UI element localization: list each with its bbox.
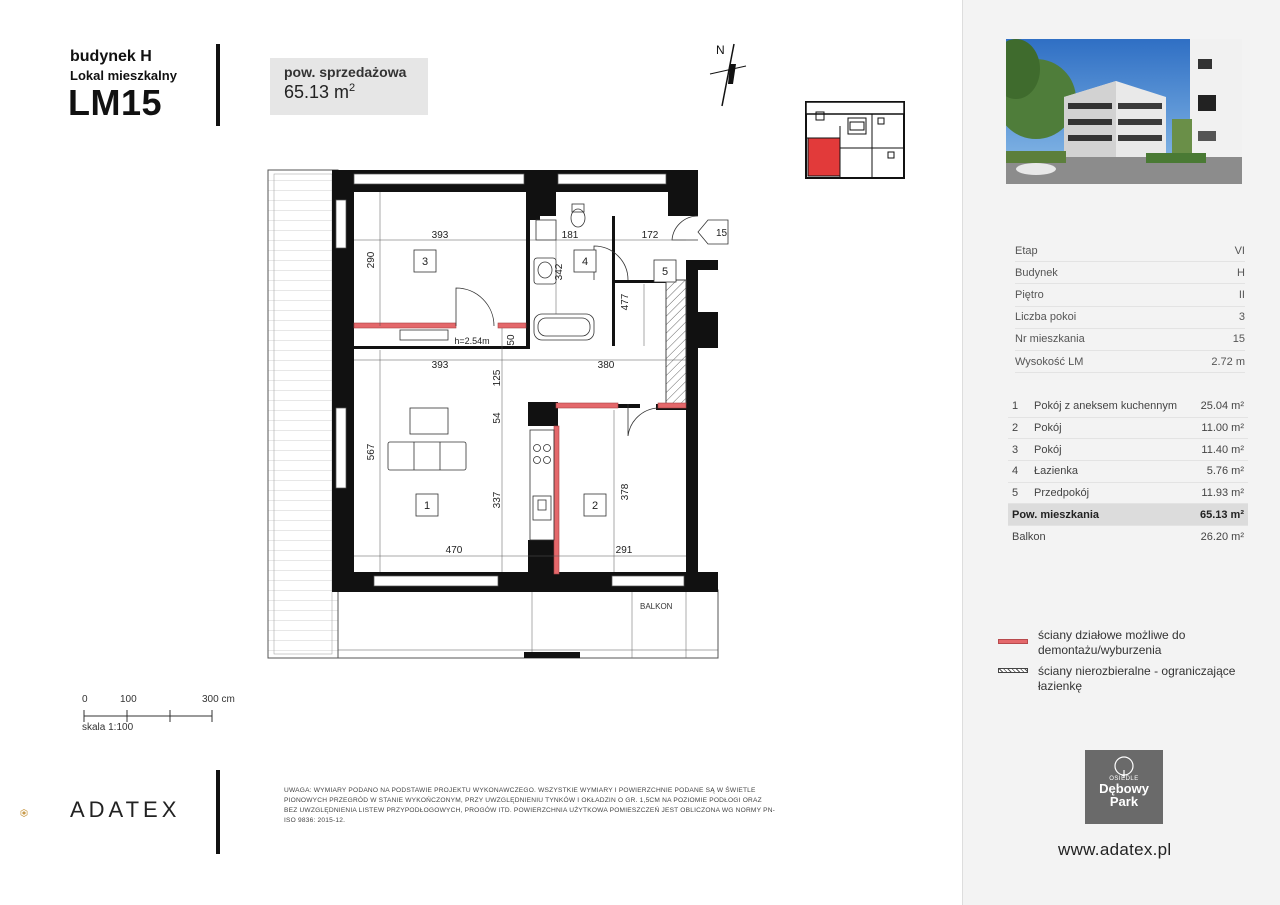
- dim-125: 125: [492, 369, 503, 387]
- scale-tick-300: 300 cm: [202, 694, 235, 705]
- dim-342: 342: [554, 263, 565, 281]
- dim-291: 291: [615, 545, 633, 556]
- entrance-marker: [698, 220, 728, 244]
- legend-item-bathroom-walls: ściany nierozbieralne - ograniczające łazienkę: [998, 664, 1258, 694]
- entrance-number: 15: [716, 228, 728, 239]
- dim-380: 380: [597, 360, 615, 371]
- info-row: Budynek H: [1015, 262, 1245, 284]
- balcony-area-row: Balkon 26.20 m²: [1012, 530, 1244, 543]
- exterior-walls: [332, 170, 718, 592]
- dim-393-mid: 393: [431, 360, 449, 371]
- windows: [336, 174, 684, 586]
- disclaimer-note: UWAGA: WYMIARY PODANO NA PODSTAWIE PROJEKTU WYKONAWCZEGO. WSZYSTKIE WYMIARY I POWIERZCHNIE PODANE SĄ W ŚWIETLE PIONOWYCH PRZEGRÓD W STANIE WYKOŃCZONYM, PRZY UWZGLĘDNIENIU TYNKÓW I OKŁADZIN O GR. 1,5CM NA POZIOMIE PODŁOGI ORAZ BEZ UWZGLĘDNIENIA LISTEW PRZYPODŁOGOWYCH, PROGÓW ITD. POWIERZCHNIA UŻYTKOWA POMIESZCZEŃ JEST OBLICZONA WG NORMY PN-ISO 9836: 2015-12.: [284, 787, 776, 824]
- room-number-1: 1: [423, 500, 431, 512]
- sales-area-box: [270, 58, 428, 115]
- demolishable-walls: [354, 323, 686, 574]
- total-area-row: Pow. mieszkania 65.13 m²: [1008, 504, 1248, 526]
- room-row: 2 Pokój 11.00 m²: [1008, 418, 1248, 440]
- debowy-park-logo: [1085, 750, 1163, 824]
- sales-area-value: 65.13 $m^2$: [284, 82, 356, 102]
- dim-470: 470: [445, 545, 463, 556]
- dim-393-top: 393: [431, 230, 449, 241]
- room-number-4: 4: [581, 256, 589, 268]
- room-number-labels: [414, 250, 676, 516]
- room-number-2: 2: [591, 500, 599, 512]
- dimension-lines: [354, 192, 686, 572]
- dim-181: 181: [561, 230, 579, 241]
- building-label: budynek H: [70, 48, 152, 65]
- dim-54: 54: [492, 412, 503, 424]
- unit-info-table: [1015, 240, 1245, 373]
- dim-378: 378: [620, 483, 631, 501]
- scale-tick-0: 0: [82, 694, 88, 705]
- unit-code: LM15: [68, 82, 163, 123]
- website-url: www.adatex.pl: [1058, 840, 1172, 859]
- park-name: Dębowy Park: [1099, 781, 1149, 809]
- legend-item-demolishable: ściany działowe możliwe do demontażu/wyburzenia: [998, 628, 1258, 658]
- north-arrow-icon: [708, 40, 748, 110]
- header-divider: [216, 44, 220, 126]
- brand-name: ADATEX: [70, 797, 181, 822]
- dim-290: 290: [366, 251, 377, 269]
- legend: [998, 628, 1258, 700]
- scale-tick-100: 100: [120, 694, 137, 705]
- hatched-wall-swatch-icon: [998, 668, 1028, 673]
- dim-50: 50: [506, 334, 517, 346]
- ceiling-height-note: h=2.54m: [454, 336, 490, 346]
- info-row: Piętro II: [1015, 284, 1245, 306]
- dim-567: 567: [366, 443, 377, 461]
- floor-plan: [262, 160, 732, 665]
- sales-area-label: pow. sprzedażowa: [284, 64, 407, 80]
- room-number-3: 3: [421, 256, 429, 268]
- info-row: Nr mieszkania 15: [1015, 329, 1245, 351]
- room-row: 3 Pokój 11.40 m²: [1008, 439, 1248, 461]
- park-small-label: OSIEDLE: [1109, 776, 1139, 782]
- info-row: Liczba pokoi 3: [1015, 307, 1245, 329]
- room-row: 4 Łazienka 5.76 m²: [1008, 461, 1248, 483]
- dim-337: 337: [492, 491, 503, 509]
- red-wall-swatch-icon: [998, 639, 1028, 644]
- dim-172: 172: [641, 230, 659, 241]
- scale-bar: [78, 690, 258, 740]
- interior-walls: [354, 216, 686, 572]
- unit-type-label: Lokal mieszkalny: [70, 68, 177, 83]
- info-row: Etap VI: [1015, 240, 1245, 262]
- room-number-5: 5: [661, 266, 669, 278]
- building-photo: [1006, 39, 1242, 184]
- room-row: 1 Pokój z aneksem kuchennym 25.04 m²: [1008, 396, 1248, 418]
- room-area-table: [1008, 396, 1248, 548]
- north-label: N: [716, 43, 725, 57]
- scale-label: skala 1:100: [82, 722, 134, 733]
- adatex-logo-icon: [20, 795, 60, 831]
- key-plan-icon: [802, 96, 908, 182]
- footer-divider: [216, 770, 220, 854]
- info-row: Wysokość LM 2.72 m: [1015, 351, 1245, 373]
- dim-477: 477: [620, 293, 631, 311]
- room-row: 5 Przedpokój 11.93 m²: [1008, 483, 1248, 505]
- balcony-label: BALKON: [640, 602, 673, 611]
- furniture: [388, 330, 554, 540]
